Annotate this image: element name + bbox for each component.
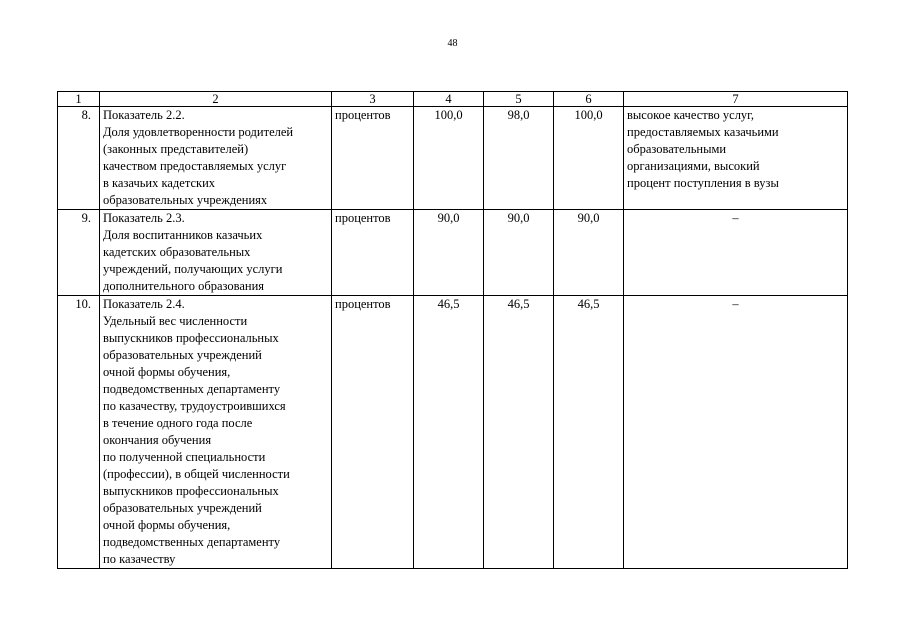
value-col6-cell: 46,5: [554, 296, 624, 569]
indicator-line: окончания обучения: [103, 433, 212, 447]
note-line: процент поступления в вузы: [627, 176, 779, 190]
header-cell: 3: [332, 92, 414, 107]
indicator-line: Показатель 2.4.: [103, 297, 185, 311]
indicator-line: по казачеству, трудоустроившихся: [103, 399, 286, 413]
table-row: [58, 107, 848, 210]
indicator-line: образовательных учреждениях: [103, 193, 268, 207]
header-cell: 7: [624, 92, 848, 107]
indicator-line: очной формы обучения,: [103, 365, 231, 379]
row-number-cell: 10.: [58, 296, 100, 569]
table-row: [58, 296, 848, 569]
indicator-line: в течение одного года после: [103, 416, 253, 430]
unit-cell: процентов: [332, 107, 414, 210]
value-col6-cell: 100,0: [554, 107, 624, 210]
indicator-line: по полученной специальности: [103, 450, 266, 464]
header-cell: 2: [100, 92, 332, 107]
header-cell: 1: [58, 92, 100, 107]
indicator-cell: [100, 296, 332, 569]
indicator-line: образовательных учреждений: [103, 501, 262, 515]
indicator-cell: [100, 210, 332, 296]
indicator-line: учреждений, получающих услуги: [103, 262, 283, 276]
indicator-line: качеством предоставляемых услуг: [103, 159, 287, 173]
header-row: [58, 92, 848, 107]
table-row: [58, 210, 848, 296]
indicator-line: подведомственных департаменту: [103, 382, 281, 396]
indicator-line: (профессии), в общей численности: [103, 467, 290, 481]
indicator-line: Доля воспитанников казачьих: [103, 228, 263, 242]
note-cell: [624, 296, 848, 569]
indicator-line: подведомственных департаменту: [103, 535, 281, 549]
unit-cell: процентов: [332, 210, 414, 296]
indicator-line: Удельный вес численности: [103, 314, 248, 328]
header-cell: 4: [414, 92, 484, 107]
indicator-line: кадетских образовательных: [103, 245, 251, 259]
value-col5-cell: 46,5: [484, 296, 554, 569]
page-number: 48: [447, 38, 458, 49]
note-line: высокое качество услуг,: [627, 108, 755, 122]
value-col4-cell: 90,0: [414, 210, 484, 296]
indicators-table: [57, 91, 848, 569]
value-col4-cell: 100,0: [414, 107, 484, 210]
indicator-line: по казачеству: [103, 552, 176, 566]
indicator-line: очной формы обучения,: [103, 518, 231, 532]
header-cell: 6: [554, 92, 624, 107]
indicator-line: образовательных учреждений: [103, 348, 262, 362]
value-col4-cell: 46,5: [414, 296, 484, 569]
indicator-line: Показатель 2.3.: [103, 211, 185, 225]
row-number-cell: 9.: [58, 210, 100, 296]
table-body: [58, 107, 848, 569]
note-line: –: [732, 297, 739, 311]
value-col5-cell: 98,0: [484, 107, 554, 210]
value-col5-cell: 90,0: [484, 210, 554, 296]
note-line: предоставляемых казачьими: [627, 125, 779, 139]
note-line: организациями, высокий: [627, 159, 760, 173]
indicator-line: (законных представителей): [103, 142, 249, 156]
note-cell: [624, 210, 848, 296]
indicator-cell: [100, 107, 332, 210]
indicator-line: дополнительного образования: [103, 279, 265, 293]
header-cell: 5: [484, 92, 554, 107]
indicator-line: выпускников профессиональных: [103, 331, 279, 345]
indicator-line: в казачьих кадетских: [103, 176, 216, 190]
note-line: –: [732, 211, 739, 225]
unit-cell: процентов: [332, 296, 414, 569]
row-number-cell: 8.: [58, 107, 100, 210]
indicator-line: Доля удовлетворенности родителей: [103, 125, 294, 139]
indicator-line: Показатель 2.2.: [103, 108, 185, 122]
indicator-line: выпускников профессиональных: [103, 484, 279, 498]
note-line: образовательными: [627, 142, 727, 156]
value-col6-cell: 90,0: [554, 210, 624, 296]
note-cell: [624, 107, 848, 210]
